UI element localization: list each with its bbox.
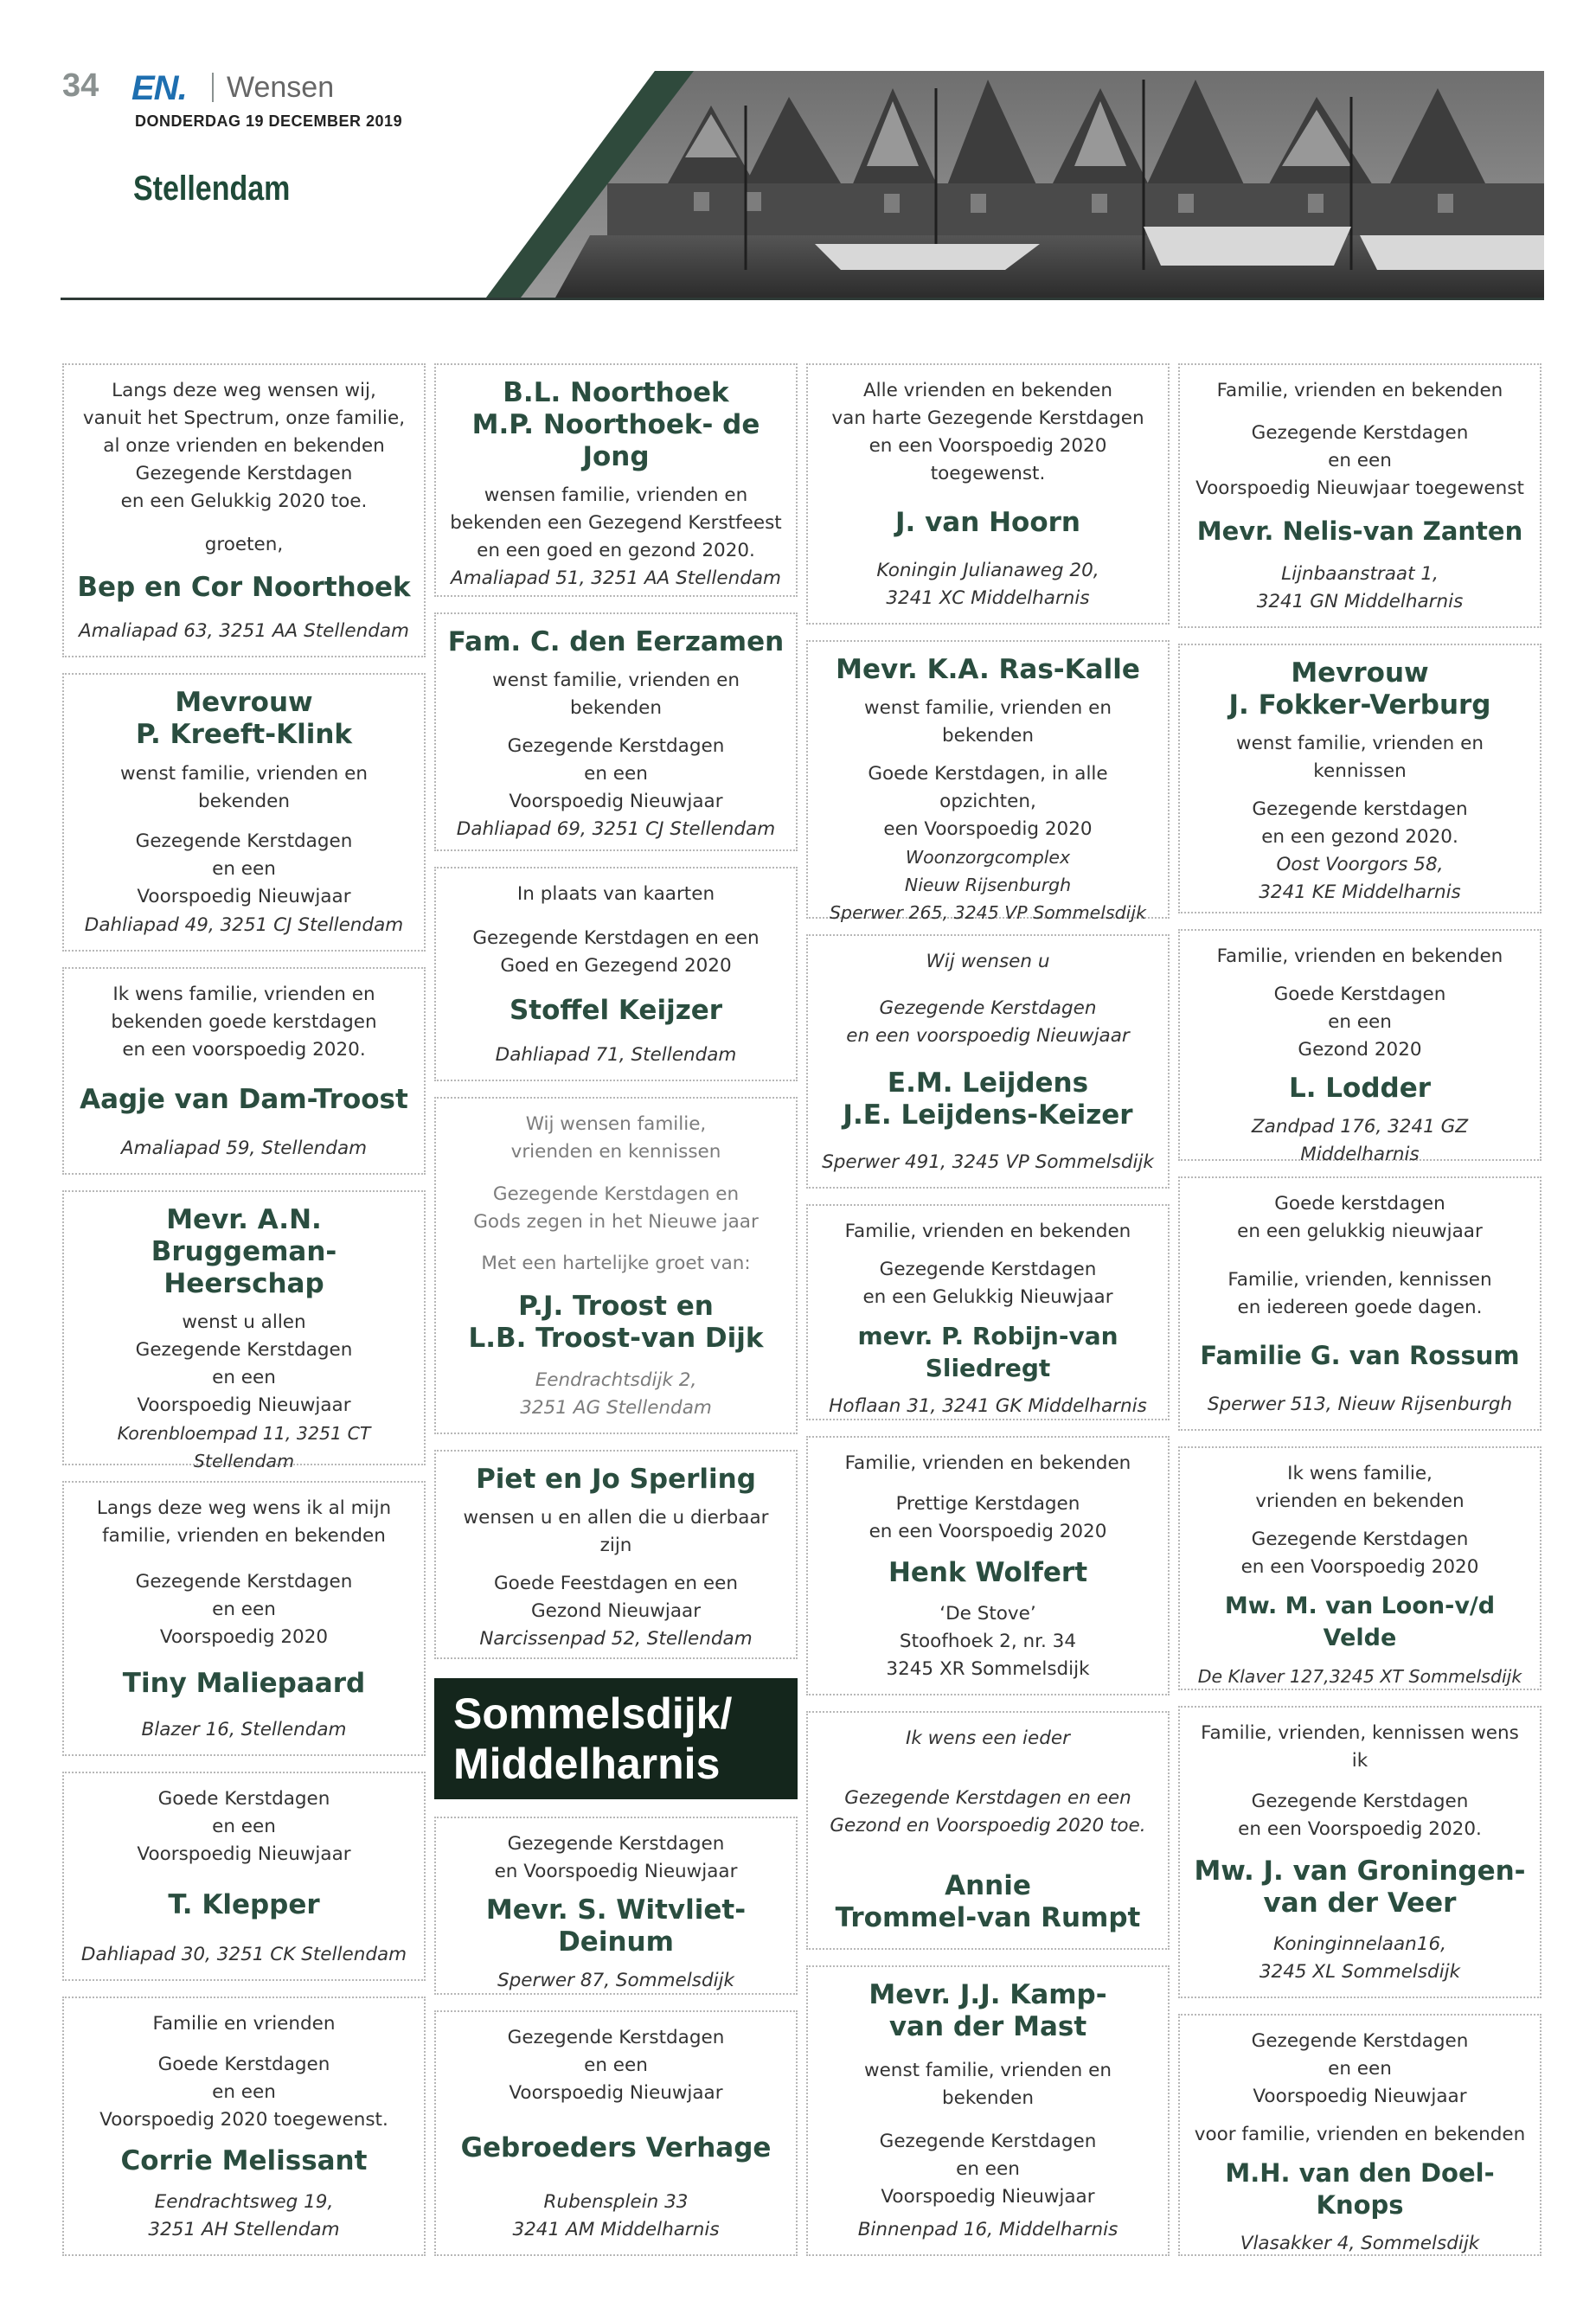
greeting-card: [434, 1817, 798, 1995]
card-text: Familie, vrienden en bekenden: [844, 1452, 1131, 1474]
card-address: Rubensplein 33 3241 AM Middelharnis: [512, 2191, 720, 2240]
card-text: Gezegende Kerstdagen en een Voorspoedig Nieuwjaar: [879, 2131, 1097, 2208]
greeting-card: [1178, 363, 1542, 628]
page-title: Stellendam: [133, 170, 291, 208]
greeting-card: [1178, 1176, 1542, 1431]
card-text: Familie, vrienden, kennissen en iedereen goede dagen.: [1227, 1268, 1492, 1318]
card-sender-name: Mw. J. van Groningen- van der Veer: [1194, 1855, 1526, 1919]
header-rule: [61, 298, 1544, 300]
greeting-card: [434, 2010, 798, 2256]
card-text: Langs deze weg wens ik al mijn familie, vrienden en bekenden: [96, 1497, 392, 1547]
card-text: Gezegende Kerstdagen en een Voorspoedig Nieuwjaar toegewenst: [1195, 422, 1524, 499]
card-text: Alle vrienden en bekenden van harte Gezegende Kerstdagen en een Voorspoedig 2020 toegewenst.: [831, 380, 1144, 484]
card-text: voor familie, vrienden en bekenden: [1194, 2124, 1526, 2145]
greeting-card: [62, 1997, 426, 2256]
card-sender-name: Mw. M. van Loon-v/d Velde: [1224, 1593, 1496, 1651]
card-text: wenst familie, vrienden en bekenden: [492, 670, 740, 719]
card-text: Familie, vrienden en bekenden: [1216, 945, 1503, 967]
card-text: Goede kerstdagen en een gelukkig nieuwjaar: [1237, 1193, 1483, 1242]
card-sender-name: M.H. van den Doel-Knops: [1225, 2158, 1495, 2220]
greeting-card: [1178, 1706, 1542, 1998]
card-address: Woonzorgcomplex Nieuw Rijsenburgh Sperwer 265, 3245 VP Sommelsdijk: [830, 847, 1146, 923]
card-text: wenst familie, vrienden en kennissen: [1236, 733, 1484, 782]
card-address: Amaliapad 59, Stellendam: [120, 1138, 368, 1159]
card-sender-name: Stoffel Keijzer: [509, 995, 723, 1026]
greeting-card: [434, 1450, 798, 1659]
card-sender-name: Mevr. K.A. Ras-Kalle: [836, 654, 1140, 685]
card-text: Gezegende Kerstdagen en Gods zegen in het Nieuwe jaar: [473, 1183, 759, 1233]
card-text: wensen u en allen die u dierbaar zijn: [463, 1507, 769, 1556]
card-text: Familie, vrienden en bekenden: [1216, 380, 1503, 401]
card-text: Gezegende Kerstdagen en een voorspoedig Nieuwjaar: [846, 997, 1130, 1047]
card-text: Gezegende Kerstdagen en Voorspoedig Nieuwjaar: [494, 1833, 738, 1882]
card-text: Goede Kerstdagen, in alle opzichten, een Voorspoedig 2020: [868, 763, 1108, 840]
greeting-card: [62, 1190, 426, 1471]
card-text: Goede Feestdagen en een Gezond Nieuwjaar: [494, 1573, 738, 1622]
card-sender-name: Aagje van Dam-Troost: [80, 1083, 408, 1115]
card-text: Met een hartelijke groet van:: [481, 1253, 751, 1274]
greeting-card: [1178, 1446, 1542, 1690]
greeting-card: [434, 612, 798, 851]
card-sender-name: B.L. Noorthoek M.P. Noorthoek- de Jong: [471, 377, 760, 472]
en-logo: EN.: [131, 69, 187, 107]
card-text: Goede Kerstdagen en een Voorspoedig Nieuwjaar: [137, 1788, 351, 1865]
card-text: groeten,: [204, 533, 284, 555]
card-address: Dahliapad 49, 3251 CJ Stellendam: [84, 913, 404, 936]
card-sender-name: Familie G. van Rossum: [1200, 1341, 1520, 1371]
card-address: Koninginnelaan16, 3245 XL Sommelsdijk: [1259, 1932, 1461, 1983]
publication-date: DONDERDAG 19 DECEMBER 2019: [135, 112, 403, 130]
greeting-card: [62, 967, 426, 1175]
card-text: Goede Kerstdagen en een Gezond 2020: [1273, 984, 1446, 1061]
card-sender-name: T. Klepper: [168, 1888, 320, 1920]
card-address: Sperwer 491, 3245 VP Sommelsdijk: [822, 1151, 1154, 1173]
card-address: Sperwer 87, Sommelsdijk: [497, 1970, 734, 1991]
card-address: Vlasakker 4, Sommelsdijk: [1240, 2233, 1480, 2254]
card-address: ‘De Stove’ Stoofhoek 2, nr. 34 3245 XR Sommelsdijk: [886, 1603, 1090, 1680]
card-address: Zandpad 176, 3241 GZ Middelharnis: [1251, 1116, 1469, 1165]
page-header: [0, 0, 1596, 303]
card-text: Gezegende Kerstdagen en een Gelukkig Nieuwjaar: [862, 1259, 1113, 1308]
card-address: Eendrachtsweg 19, 3251 AH Stellendam: [148, 2191, 340, 2240]
card-address: Dahliapad 71, Stellendam: [495, 1044, 737, 1066]
card-text: Prettige Kerstdagen en een Voorspoedig 2020: [869, 1493, 1107, 1542]
card-sender-name: Corrie Melissant: [120, 2145, 368, 2176]
card-text: wenst familie, vrienden en bekenden: [864, 697, 1112, 747]
card-text: Gezegende Kerstdagen en een Voorspoedig 2020.: [1238, 1791, 1482, 1841]
card-sender-name: Fam. C. den Eerzamen: [447, 626, 785, 657]
card-address: Dahliapad 69, 3251 CJ Stellendam: [456, 818, 776, 840]
card-sender-name: Bep en Cor Noorthoek: [77, 572, 411, 604]
region-banner: Sommelsdijk/ Middelharnis: [434, 1678, 798, 1799]
card-sender-name: J. van Hoorn: [895, 506, 1080, 538]
greeting-card: [434, 867, 798, 1081]
card-address: Binnenpad 16, Middelharnis: [857, 2219, 1118, 2240]
greeting-card: [806, 1965, 1170, 2256]
greeting-card: [62, 673, 426, 952]
harbour-photo: [486, 71, 1544, 298]
greeting-card: [806, 1204, 1170, 1420]
card-text: Gezegende Kerstdagen en een Voorspoedig Nieuwjaar: [135, 830, 353, 907]
card-sender-name: Tiny Maliepaard: [122, 1668, 366, 1699]
card-text: wenst familie, vrienden en bekenden: [864, 2060, 1112, 2109]
card-text: Wij wensen familie, vrienden en kennissen: [510, 1113, 721, 1163]
card-text: Langs deze weg wensen wij, vanuit het Spectrum, onze familie, al onze vrienden en bekenden Gezegende Kerstdagen en een Gelukkig 2020 toe.: [82, 380, 406, 512]
greeting-card: [1178, 2014, 1542, 2256]
greeting-card: [434, 1097, 798, 1434]
card-address: Dahliapad 30, 3251 CK Stellendam: [80, 1944, 407, 1965]
card-sender-name: E.M. Leijdens J.E. Leijdens-Keizer: [843, 1067, 1133, 1131]
card-text: Familie, vrienden en bekenden: [844, 1221, 1131, 1242]
greeting-card: [806, 1711, 1170, 1950]
card-sender-name: Mevr. Nelis-van Zanten: [1196, 516, 1523, 546]
card-text: wensen familie, vrienden en bekenden een Gezegend Kerstfeest en een goed en gezond 2020.: [450, 484, 782, 561]
card-sender-name: Annie Trommel-van Rumpt: [835, 1870, 1141, 1933]
card-text: Gezegende Kerstdagen en een Voorspoedig 2020: [135, 1571, 353, 1648]
card-address: Amaliapad 63, 3251 AA Stellendam: [79, 619, 409, 642]
greeting-card: [62, 1481, 426, 1756]
card-address: Korenbloempad 11, 3251 CT Stellendam: [117, 1423, 371, 1471]
card-text: Gezegende Kerstdagen en een Voorspoedig 2020: [1240, 1529, 1479, 1578]
greeting-card: [806, 1436, 1170, 1695]
card-sender-name: Piet en Jo Sperling: [476, 1464, 756, 1495]
card-text: Gezegende Kerstdagen en een Voorspoedig Nieuwjaar: [507, 2027, 725, 2104]
card-text: Gezegende Kerstdagen en een Goed en Gezegend 2020: [472, 927, 760, 977]
card-sender-name: L. Lodder: [1288, 1073, 1432, 1104]
card-text: Ik wens een ieder: [906, 1727, 1070, 1749]
card-text: Gezegende Kerstdagen en een Voorspoedig Nieuwjaar: [507, 735, 725, 812]
section-name: Wensen: [227, 71, 335, 104]
card-sender-name: Henk Wolfert: [888, 1557, 1088, 1588]
card-address: Amaliapad 51, 3251 AA Stellendam: [451, 567, 781, 589]
card-address: Blazer 16, Stellendam: [141, 1719, 347, 1740]
card-address: Narcissenpad 52, Stellendam: [479, 1628, 753, 1650]
card-text: wenst familie, vrienden en bekenden: [120, 763, 368, 813]
card-text: Ik wens familie, vrienden en bekenden goede kerstdagen en een voorspoedig 2020.: [111, 984, 377, 1061]
card-sender-name: Mevrouw P. Kreeft-Klink: [135, 687, 353, 750]
card-sender-name: mevr. P. Robijn-van Sliedregt: [857, 1322, 1118, 1382]
card-address: Koningin Julianaweg 20, 3241 XC Middelharnis: [876, 560, 1099, 609]
greeting-card: [1178, 929, 1542, 1165]
card-text: Wij wensen u: [926, 951, 1050, 972]
card-address: Lijnbaanstraat 1, 3241 GN Middelharnis: [1256, 563, 1464, 612]
greeting-card: [1178, 644, 1542, 913]
header-divider: [212, 73, 214, 102]
card-sender-name: Mevrouw J. Fokker-Verburg: [1228, 657, 1491, 721]
card-address: Sperwer 513, Nieuw Rijsenburgh: [1207, 1393, 1513, 1415]
card-text: Goede Kerstdagen en een Voorspoedig 2020 toegewenst.: [99, 2054, 388, 2131]
page-number: 34: [62, 67, 99, 104]
card-sender-name: Gebroeders Verhage: [460, 2131, 772, 2163]
card-address: Hoflaan 31, 3241 GK Middelharnis: [829, 1395, 1147, 1417]
card-sender-name: P.J. Troost en L.B. Troost-van Dijk: [468, 1290, 764, 1354]
card-text: In plaats van kaarten: [516, 883, 715, 905]
card-text: Familie en vrienden: [152, 2013, 336, 2035]
card-text: Gezegende Kerstdagen en een Voorspoedig Nieuwjaar: [1251, 2030, 1469, 2107]
card-text: Familie, vrienden, kennissen wens ik: [1201, 1722, 1519, 1772]
card-text: wenst u allen Gezegende Kerstdagen en een Voorspoedig Nieuwjaar: [135, 1311, 353, 1416]
card-address: Oost Voorgors 58, 3241 KE Middelharnis: [1259, 854, 1461, 903]
greeting-card: [806, 934, 1170, 1189]
card-text: Gezegende Kerstdagen en een Gezond en Voorspoedig 2020 toe.: [830, 1787, 1146, 1836]
card-address: Eendrachtsdijk 2, 3251 AG Stellendam: [520, 1369, 712, 1419]
card-sender-name: Mevr. A.N. Bruggeman-Heerschap: [151, 1204, 337, 1299]
card-text: Ik wens familie, vrienden en bekenden: [1255, 1463, 1465, 1512]
greeting-card: [806, 640, 1170, 923]
card-text: Gezegende kerstdagen en een gezond 2020.: [1252, 798, 1468, 848]
greeting-card: [62, 363, 426, 657]
card-sender-name: Mevr. S. Witvliet-Deinum: [485, 1894, 747, 1958]
greeting-card: [806, 363, 1170, 625]
greeting-card: [434, 363, 798, 597]
greeting-card: [62, 1772, 426, 1981]
card-address: De Klaver 127,3245 XT Sommelsdijk: [1197, 1666, 1522, 1687]
card-sender-name: Mevr. J.J. Kamp- van der Mast: [869, 1979, 1107, 2042]
